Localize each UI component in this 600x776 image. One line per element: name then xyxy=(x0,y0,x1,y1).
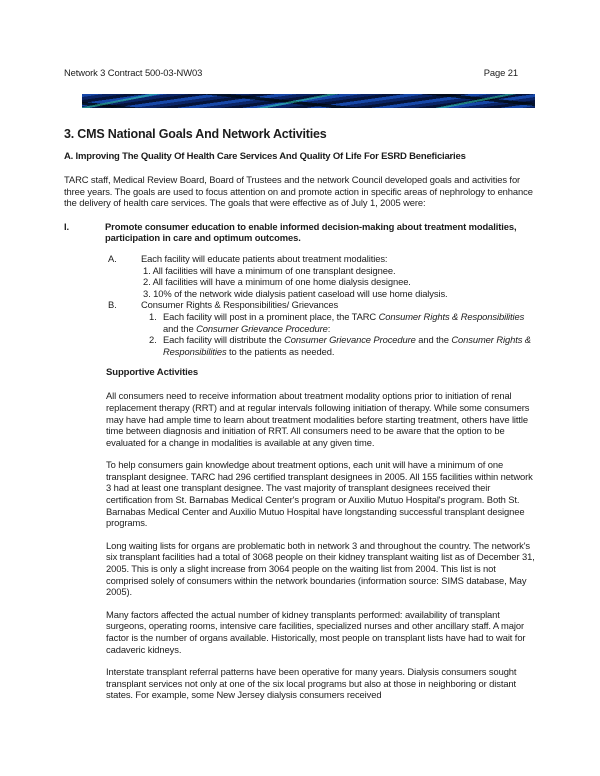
supportive-activities-heading: Supportive Activities xyxy=(106,367,199,379)
decorative-banner xyxy=(82,94,535,108)
list-item-a-content xyxy=(141,253,537,299)
page-number: Page 21 xyxy=(483,67,518,78)
intro-paragraph: TARC staff, Medical Review Board, Board of Trustees and the network Council developed goals and activities for three years. The goals are used to focus attention on and promote action in specific areas of nephrology to enhance the delivery of health care services. The goals that were effective as of July 1, 2005 were: xyxy=(64,174,533,209)
body-paragraph-4: Many factors affected the actual number of kidney transplants performed: availability of transplant surgeons, operating rooms, intensive care facilities, specialized nurses and other ancillary staff. A major factor is the number of organs available. Historically, most people on transplant lists have had to wait for cadaveric kidneys. xyxy=(106,608,526,655)
text-run: to the patients as needed. xyxy=(226,345,335,357)
numbered-item-1-marker: 1. xyxy=(149,310,157,322)
goal-roman-marker: I. xyxy=(64,220,70,232)
list-item-b xyxy=(64,299,537,357)
text-run: and the xyxy=(415,334,452,346)
list-item-a xyxy=(64,253,537,299)
list-item-b-text: Consumer Rights & Responsibilities/ Grievances xyxy=(141,299,339,311)
italic-doc-title: Consumer Grievance Procedure xyxy=(196,322,328,334)
numbered-item-2-marker: 2. xyxy=(149,334,157,346)
italic-doc-title: Consumer Rights & Responsibilities xyxy=(378,310,525,322)
document-ref: Network 3 Contract 500-03-NW03 xyxy=(64,67,203,78)
subsection-heading: A. Improving The Quality Of Health Care Services And Quality Of Life For ESRD Beneficiaries xyxy=(64,151,466,162)
italic-doc-title: Consumer Rights & Responsibilities xyxy=(163,334,531,357)
goal-item xyxy=(64,221,537,244)
supportive-activities-section xyxy=(106,367,537,701)
numbered-item-2-text xyxy=(163,334,537,357)
list-item-a-text: Each facility will educate patients about treatment modalities: xyxy=(141,252,388,264)
numbered-line: 3. 10% of the network wide dialysis patient caseload will use home dialysis. xyxy=(143,287,448,299)
body-paragraph-5: Interstate transplant referral patterns have been operative for many years. Dialysis consumers sought transplant services not only at one of the six local programs but also at those in neighboring or distant states. For example, some New Jersey dialysis consumers received xyxy=(106,666,517,701)
italic-doc-title: Consumer Grievance Procedure xyxy=(284,334,416,346)
goal-outline-list xyxy=(64,253,537,357)
body-paragraph-3: Long waiting lists for organs are problematic both in network 3 and throughout the country. The network's six transplant facilities had a total of 3068 people on their kidney transplant waiting list as of December 31, 2005. This is only a slight increase from 3064 people on the waiting list from 2004. This list is not comprised solely of consumers within the network boundaries (information source: SIMS database, May 2005). xyxy=(106,539,535,598)
text-run: and the xyxy=(163,322,197,334)
numbered-item-1-text xyxy=(163,311,537,334)
body-paragraph-1: All consumers need to receive information about treatment modality options prior to initiation of renal replacement therapy (RRT) and at regular intervals following initiation of therapy. While some consumers may have had ample time to learn about treatment modalities before starting treatment, others have little time between diagnosis and initiation of RRT. All consumers need to be aware that the option to be evaluated for a change in modalities is available at any given time. xyxy=(106,390,530,448)
section-title: 3. CMS National Goals And Network Activities xyxy=(64,127,327,141)
list-marker-b: B. xyxy=(108,299,117,311)
goal-text: Promote consumer education to enable informed decision-making about treatment modalities, participation in care and optimum outcomes. xyxy=(105,220,517,244)
body-paragraph-2: To help consumers gain knowledge about treatment options, each unit will have a minimum of one transplant designee. TARC had 296 certified transplant designees in 2005. All 155 facilities within network 3 had at least one transplant designee. The vast majority of transplant designees received their certification from St. Barnabas Medical Center's program or Auxilio Mutuo Hospital's program. Both St. Barnabas Medical Center and Auxilio Mutuo Hospital have longstanding successful transplant designee programs. xyxy=(106,459,533,529)
text-run: Each facility will distribute the xyxy=(163,334,285,346)
document-body xyxy=(0,127,600,701)
list-item-a-sublist xyxy=(141,265,537,300)
list-marker-a: A. xyxy=(108,252,117,264)
numbered-item-2 xyxy=(149,334,537,357)
numbered-item-1 xyxy=(149,311,537,334)
list-item-b-content xyxy=(141,299,537,357)
text-run: Each facility will post in a prominent place, the TARC xyxy=(163,310,379,322)
numbered-line: 2. All facilities will have a minimum of one home dialysis designee. xyxy=(143,276,411,288)
text-run: : xyxy=(327,322,331,334)
numbered-line: 1. All facilities will have a minimum of one transplant designee. xyxy=(143,264,396,276)
page-header xyxy=(0,0,600,78)
